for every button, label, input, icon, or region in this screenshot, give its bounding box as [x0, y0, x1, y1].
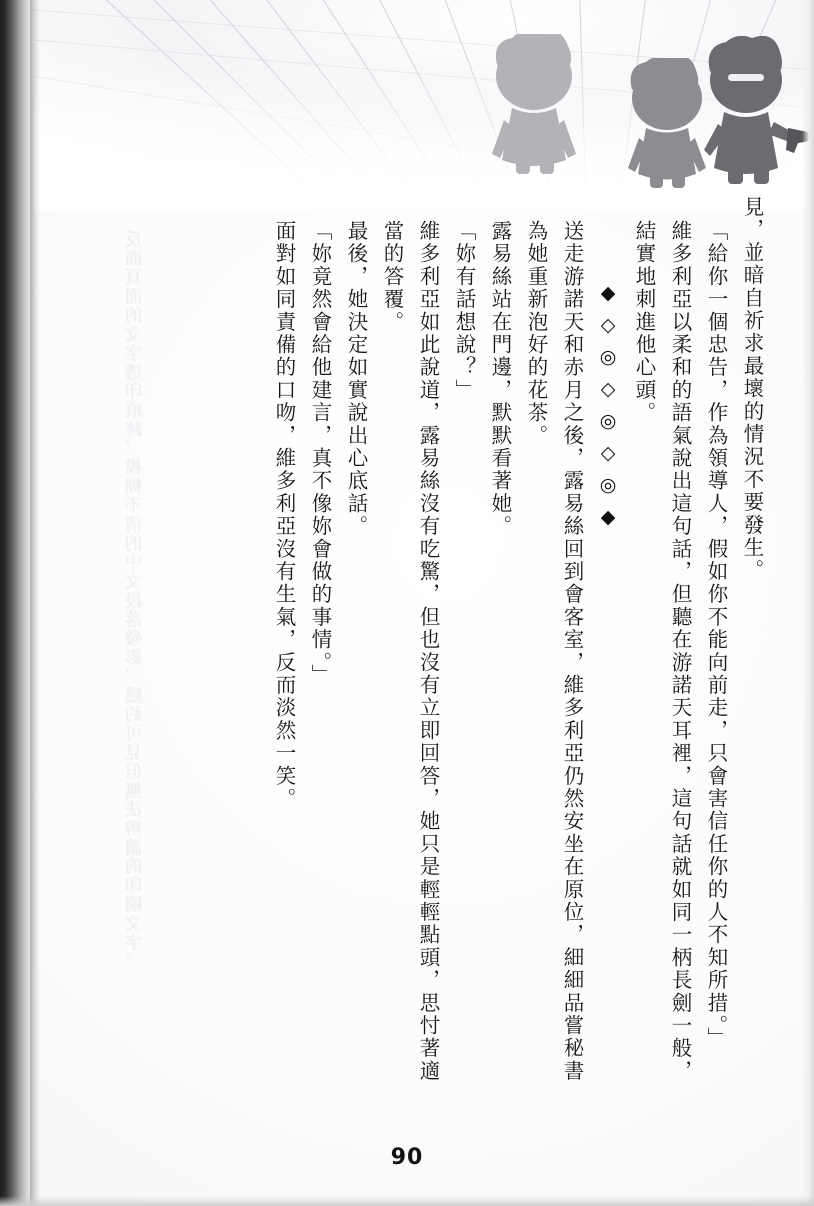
paragraph: 面對如同責備的口吻，維多利亞沒有生氣，反而淡然一笑。	[272, 220, 296, 811]
chibi-silhouette-left	[474, 34, 594, 174]
chibi-silhouette-right-gunner	[684, 36, 814, 202]
paragraph: 維多利亞以柔和的語氣說出這句話，但聽在游諾天耳裡，這句話就如同一柄長劍一般，結實地刺進他心頭。	[632, 220, 692, 1083]
paragraph: 「妳有話想說？」	[452, 220, 476, 402]
paragraph: 露易絲站在門邊，默默看著她。	[488, 220, 512, 538]
top-illustration-band	[34, 0, 814, 210]
binding-shadow	[30, 0, 40, 1206]
paragraph: 「給你一個忠告，作為領導人，假如你不能向前走，只會害信任你的人不知所措。」	[704, 220, 728, 1050]
paragraph: 送走游諾天和赤月之後，露易絲回到會客室，維多利亞仍然安坐在原位，細細品嘗秘書為她重新泡好的花茶。	[524, 220, 584, 1083]
paragraph: 見，並暗自祈求最壞的情況不要發生。	[740, 196, 764, 582]
paragraph: 最後，她決定如實說出心底話。	[344, 220, 368, 538]
page-number: 90	[390, 1145, 424, 1170]
paragraph: 「妳竟然會給他建言，真不像妳會做的事情。」	[308, 220, 332, 687]
section-divider: ◆◇◎◇◎◇◎◆	[597, 282, 619, 538]
paragraph: 維多利亞如此說道，露易絲沒有吃驚，但也沒有立即回答，她只是輕輕點頭，思忖著適當的答覆。	[380, 220, 440, 1083]
page-body-text	[266, 196, 770, 1096]
page-bottom-edge-shadow	[0, 1196, 814, 1206]
page-right-edge-shadow	[802, 0, 814, 1206]
book-binding-edge	[0, 0, 34, 1206]
